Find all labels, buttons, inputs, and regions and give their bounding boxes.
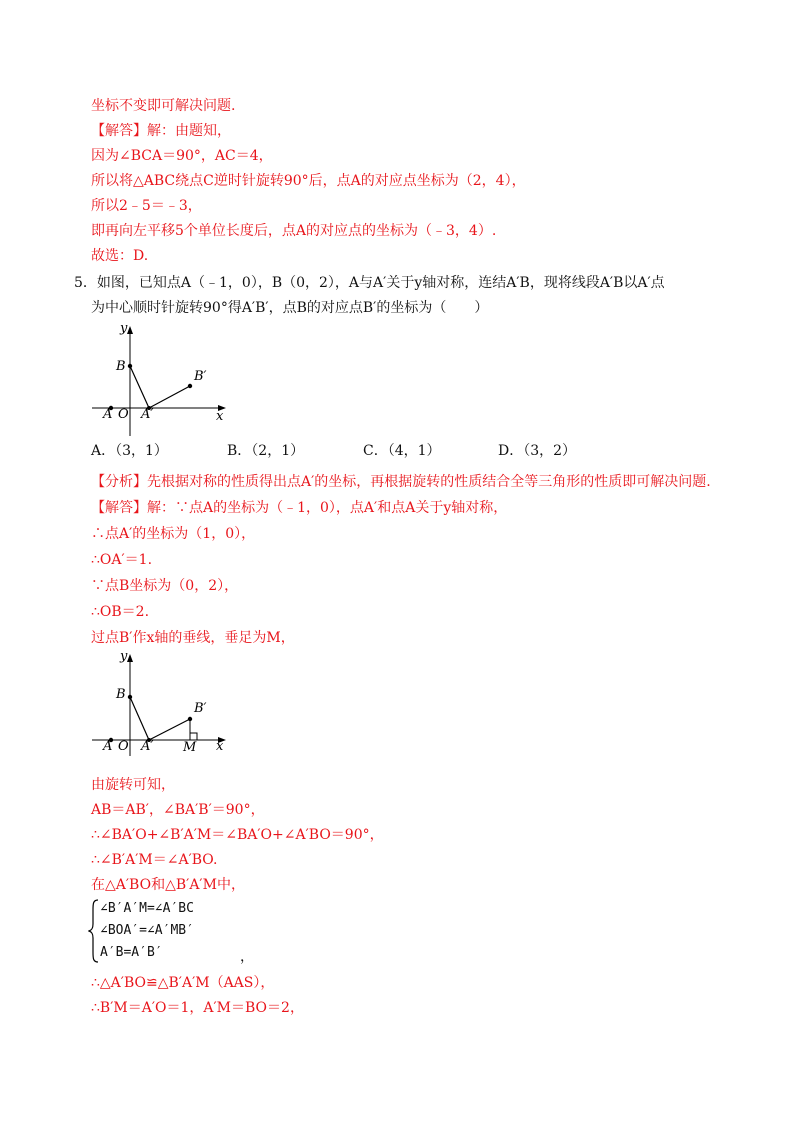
answer-choices	[91, 442, 771, 460]
text-line: ∴OA′＝1.	[91, 552, 153, 568]
label-bp: B′	[194, 369, 207, 384]
text-line: 坐标不变即可解决问题.	[91, 98, 236, 114]
point-bp	[188, 717, 192, 721]
label-m: M	[183, 740, 197, 755]
label-b: B	[116, 359, 126, 374]
point-b	[128, 695, 132, 699]
equation-system	[88, 898, 308, 964]
text-line: 过点B′作x轴的垂线，垂足为M，	[91, 630, 295, 646]
text-line: ∵点B坐标为（0，2），	[91, 578, 239, 594]
text-line: 由旋转可知，	[91, 777, 175, 793]
coordinate-figure	[92, 318, 242, 438]
segment-abp	[149, 386, 190, 408]
segment-ab	[130, 697, 149, 740]
x-label: x	[216, 739, 224, 754]
label-ap: A′	[141, 407, 154, 422]
coordinate-figure-with-m	[92, 648, 242, 758]
y-label: y	[120, 321, 128, 336]
x-label: x	[216, 409, 224, 424]
label-o: O	[118, 739, 129, 754]
text-line: 【解答】解：由题知，	[91, 123, 231, 139]
text-line: 所以将△ABC绕点C逆时针旋转90°后，点A的对应点坐标为（2，4），	[91, 173, 526, 189]
choice-c[interactable]: C．（4，1）	[363, 443, 441, 459]
label-o: O	[118, 407, 129, 422]
text-line: 故选：D.	[91, 248, 149, 264]
text-line: ∴点A′的坐标为（1，0），	[91, 526, 256, 542]
y-axis-arrow	[127, 654, 133, 662]
point-b	[128, 364, 132, 368]
text-line: ∴B′M＝A′O＝1，A′M＝BO＝2，	[91, 1000, 304, 1016]
text-line: AB＝AB′，∠BA′B′＝90°，	[91, 802, 265, 818]
segment-ab	[130, 366, 149, 408]
equation-row: ∠B′A′M=∠A′BC	[100, 901, 194, 916]
choice-d[interactable]: D．（3，2）	[498, 443, 577, 459]
text-line: ∴∠B′A′M＝∠A′BO.	[91, 852, 218, 868]
segment-abp	[149, 719, 190, 740]
text-line: ∴△A′BO≌△B′A′M（AAS），	[91, 975, 275, 991]
left-brace-icon	[88, 898, 100, 964]
question-text: 为中心顺时针旋转90°得A′B′，点B的对应点B′的坐标为（ ）	[91, 300, 489, 316]
choice-b[interactable]: B．（2，1）	[227, 443, 305, 459]
text-line: 【解答】解：∵点A的坐标为（﹣1，0），点A′和点A关于y轴对称，	[91, 500, 508, 516]
text-line: ∴∠BA′O+∠B′A′M＝∠BA′O+∠A′BO＝90°，	[91, 827, 384, 843]
label-a: A	[103, 739, 113, 754]
text-line: 因为∠BCA＝90°，AC＝4，	[91, 148, 273, 164]
equation-row: A′B=A′B′	[100, 945, 163, 960]
question-text: 5．如图，已知点A（﹣1，0），B（0，2），A与A′关于y轴对称，连结A′B，现将线段A′B以A′点	[74, 275, 665, 291]
text-line: 【分析】先根据对称的性质得出点A′的坐标，再根据旋转的性质结合全等三角形的性质即可解决问题.	[91, 474, 711, 490]
label-b: B	[116, 687, 126, 702]
choice-a[interactable]: A．（3，1）	[91, 443, 168, 459]
label-ap: A′	[141, 739, 154, 754]
text-line: 即再向左平移5个单位长度后，点A的对应点的坐标为（﹣3，4）.	[91, 223, 497, 239]
text-line: ∴OB＝2.	[91, 604, 150, 620]
text-line: 在△A′BO和△B′A′M中，	[91, 877, 245, 893]
point-bp	[188, 384, 192, 388]
system-suffix: ，	[240, 949, 254, 965]
right-angle-mark	[190, 733, 197, 740]
y-axis-arrow	[127, 326, 133, 334]
label-bp: B′	[194, 701, 207, 716]
label-a: A	[103, 407, 113, 422]
y-label: y	[120, 649, 128, 664]
text-line: 所以2﹣5＝﹣3，	[91, 198, 202, 214]
equation-row: ∠BOA′=∠A′MB′	[100, 923, 194, 938]
